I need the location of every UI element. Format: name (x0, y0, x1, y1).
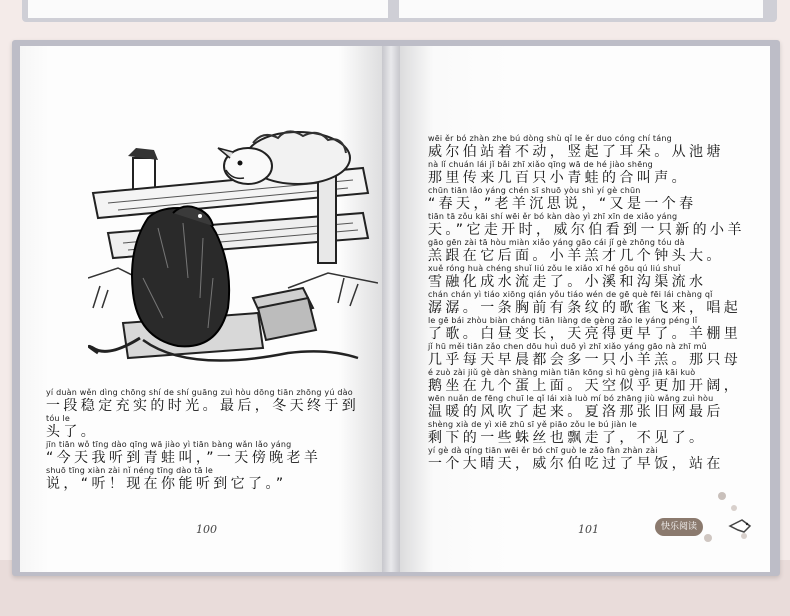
text-line (428, 342, 758, 368)
text-line (428, 394, 758, 420)
text-line (428, 134, 758, 160)
reading-badge: 快乐阅读 (655, 518, 703, 536)
pinyin: jīn tiān wǒ tīng dào qīng wā jiào yì tiān bàng wǎn lǎo yáng (46, 440, 292, 449)
pinyin: yí gè dà qíng tiān wēi ěr bó chī guò le zǎo fàn zhàn zài (428, 446, 658, 455)
hanzi: 头了。 (46, 424, 99, 440)
text-line (428, 290, 758, 316)
text-line (46, 466, 366, 492)
pinyin: jǐ hū měi tiān zǎo chen dōu huì duō yì zhī xiǎo yáng gāo nà zhī mǔ (428, 342, 707, 351)
hanzi: 几乎每天早晨都会多一只小羊羔。那只母 (428, 352, 742, 368)
pinyin: le gē bái zhòu biàn cháng tiān liàng de gèng zǎo le yáng péng lǐ (428, 316, 698, 325)
pinyin: wēn nuǎn de fēng chuī le qǐ lái xià luò mí bó zhāng jiù wǎng zuì hòu (428, 394, 714, 403)
hanzi: 温暖的风吹了起来。夏洛那张旧网最后 (428, 404, 724, 420)
book-spine (382, 46, 400, 572)
open-book (12, 40, 780, 576)
hanzi: 雪融化成水流走了。小溪和沟渠流水 (428, 274, 707, 290)
pinyin: xuě róng huà chéng shuǐ liú zǒu le xiǎo xī hé gōu qú liú shuǐ (428, 264, 681, 273)
pinyin: tiān tā zǒu kāi shí wēi ěr bó kàn dào yì zhī xīn de xiǎo yáng (428, 212, 678, 221)
text-line (46, 440, 366, 466)
pinyin: shuō tīng xiàn zài nǐ néng tīng dào tā le (46, 466, 214, 475)
hanzi: 了歌。白昼变长，天亮得更早了。羊棚里 (428, 326, 742, 342)
hanzi: “春天，”老羊沉思说，“又是一个春 (428, 196, 697, 212)
hanzi: 潺潺。一条胸前有条纹的歌雀飞来，唱起 (428, 300, 742, 316)
right-page-text (428, 134, 758, 472)
right-page (400, 46, 770, 572)
pinyin: é zuò zài jiǔ gè dàn shàng miàn tiān kōng sì hū gèng jiā kāi kuò (428, 368, 696, 377)
text-line (428, 212, 758, 238)
text-line (428, 316, 758, 342)
hanzi: 一段稳定充实的时光。最后，冬天终于到 (46, 398, 360, 414)
background-book-left-page (28, 0, 388, 18)
hanzi: 一个大晴天，威尔伯吃过了早饭，站在 (428, 456, 724, 472)
hanzi: 说，“听！现在你能听到它了。” (46, 476, 287, 492)
text-line (428, 238, 758, 264)
hanzi: 鹅坐在九个蛋上面。天空似乎更加开阔， (428, 378, 742, 394)
pinyin: wēi ěr bó zhàn zhe bú dòng shù qǐ le ěr duo cóng chí táng (428, 134, 672, 143)
hanzi: “今天我听到青蛙叫，”一天傍晚老羊 (46, 450, 322, 466)
background-book (22, 0, 777, 22)
text-line (428, 160, 758, 186)
pinyin: gāo gēn zài tā hòu miàn xiǎo yáng gāo cái jǐ gè zhōng tóu dà (428, 238, 685, 247)
hanzi: 剩下的一些蛛丝也飘走了，不见了。 (428, 430, 707, 446)
hanzi: 天。”它走开时，威尔伯看到一只新的小羊 (428, 222, 745, 238)
pinyin: tóu le (46, 414, 70, 423)
text-line (46, 414, 366, 440)
left-page (20, 46, 382, 572)
hanzi: 羔跟在它后面。小羊羔才几个钟头大。 (428, 248, 724, 264)
rat-and-sheep-illustration (88, 108, 378, 373)
page-number-right: 101 (578, 523, 599, 536)
text-line (46, 388, 366, 414)
hanzi: 那里传来几百只小青蛙的合叫声。 (428, 170, 689, 186)
pinyin: chán chán yì tiáo xiōng qián yǒu tiáo wén de gē què fēi lái chàng qǐ (428, 290, 713, 299)
text-line (428, 368, 758, 394)
pinyin: yí duàn wěn dìng chōng shí de shí guāng zuì hòu dōng tiān zhōng yú dào (46, 388, 353, 397)
text-line (428, 446, 758, 472)
pinyin: nà lǐ chuán lái jǐ bǎi zhī xiǎo qīng wā de hé jiào shēng (428, 160, 653, 169)
decorative-dots (700, 486, 760, 546)
pinyin: chūn tiān lǎo yáng chén sī shuō yòu shì yí gè chūn (428, 186, 641, 195)
text-line (428, 186, 758, 212)
text-line (428, 264, 758, 290)
text-line (428, 420, 758, 446)
left-page-text (46, 388, 366, 492)
page-number-left: 100 (196, 523, 217, 536)
pinyin: shèng xià de yì xiē zhū sī yě piāo zǒu le bú jiàn le (428, 420, 637, 429)
hanzi: 威尔伯站着不动，竖起了耳朵。从池塘 (428, 144, 724, 160)
background-book-right-page (399, 0, 763, 18)
